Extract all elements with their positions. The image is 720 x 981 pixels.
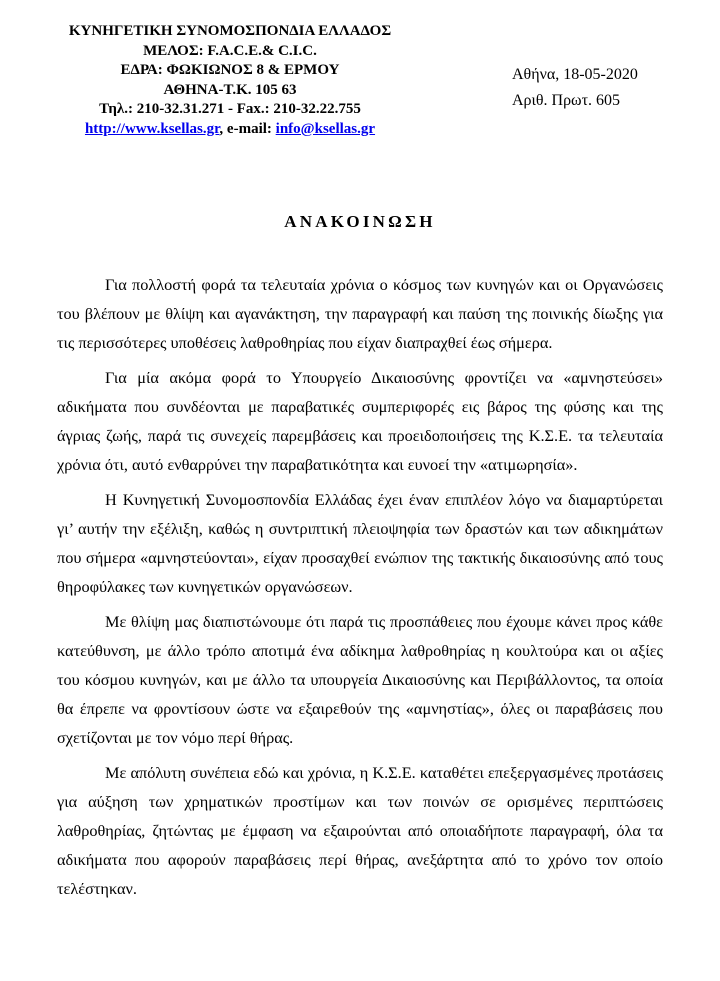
email-label: , e-mail: [219,120,276,137]
letterhead [40,22,420,139]
organization-name: ΚΥΝΗΓΕΤΙΚΗ ΣΥΝΟΜΟΣΠΟΝΔΙΑ ΕΛΛΑΔΟΣ [68,23,392,39]
email-link[interactable]: info@ksellas.gr [275,120,376,137]
body-paragraph: Για μία ακόμα φορά το Υπουργείο Δικαιοσύνης φροντίζει να «αμνηστεύσει» αδικήματα που συνδέονται με παραβατικές συμπεριφορές εις βάρος της φύσης και της άγριας ζωής, παρά τις συνεχείς παρεμβάσεις και προειδοποιήσεις της Κ.Σ.Ε. τα τελευταία χρόνια ότι, αυτό ενθαρρύνει την παραβατικότητα και ευνοεί την «ατιμωρησία». [57,368,663,474]
body-paragraph: Για πολλοστή φορά τα τελευταία χρόνια ο κόσμος των κυνηγών και οι Οργανώσεις του βλέπουν με θλίψη και αγανάκτηση, την παραγραφή και παύση της ποινικής δίωξης για τις περισσότερες υποθέσεις λαθροθηρίας που είχαν διαπραχθεί έως σήμερα. [57,275,663,352]
phone-fax-line: Τηλ.: 210-32.31.271 - Fax.: 210-32.22.755 [99,101,361,117]
body-paragraph: Με θλίψη μας διαπιστώνουμε ότι παρά τις προσπάθειες που έχουμε κάνει προς κάθε κατεύθυνση, με άλλο τρόπο αποτιμά ένα αδίκημα λαθροθηρίας η κουλτούρα και οι αξίες του κόσμου κυνηγών, και με άλλο τα υπουργεία Δικαιοσύνης και Περιβάλλοντος, τα οποία θα έπρεπε να φροντίσουν ώστε να εξαιρεθούν της «αμνηστίας», όλες οι παραβάσεις που σχετίζονται με τον νόμο περί θήρας. [57,612,663,747]
document-meta [512,62,638,114]
document-date: Αθήνα, 18-05-2020 [512,66,638,83]
website-link[interactable]: http://www.ksellas.gr [84,120,220,137]
contact-line [40,120,420,140]
body-paragraph: Η Κυνηγετική Συνομοσπονδία Ελλάδας έχει έναν επιπλέον λόγο να διαμαρτύρεται γι’ αυτήν την εξέλιξη, καθώς η συντριπτική πλειοψηφία των δραστών και των αδικημάτων που σήμερα «αμνηστεύονται», είχαν προσαχθεί ενώπιον της τακτικής δικαιοσύνης από τους θηροφύλακες των κυνηγετικών οργανώσεων. [57,490,663,596]
protocol-number: Αριθ. Πρωτ. 605 [512,92,621,109]
body-paragraph: Με απόλυτη συνέπεια εδώ και χρόνια, η Κ.Σ.Ε. καταθέτει επεξεργασμένες προτάσεις για αύξηση των χρηματικών προστίμων και των ποινών σε ορισμένες περιπτώσεις λαθροθηρίας, ζητώντας με έμφαση να εξαιρούνται από οποιαδήποτε παραγραφή, όλα τα αδικήματα που αφορούν παραβάσεις περί θήρας, ανεξάρτητα από το χρόνο τον οποίο τελέστηκαν. [57,763,663,898]
city-line: ΑΘΗΝΑ-Τ.Κ. 105 63 [163,81,297,98]
address-line: ΕΔΡΑ: ΦΩΚΙΩΝΟΣ 8 & ΕΡΜΟΥ [120,62,340,78]
announcement-body [57,270,663,909]
document-title: ΑΝΑΚΟΙΝΩΣΗ [284,212,436,231]
membership-line: ΜΕΛΟΣ: F.A.C.E.& C.I.C. [143,42,317,59]
